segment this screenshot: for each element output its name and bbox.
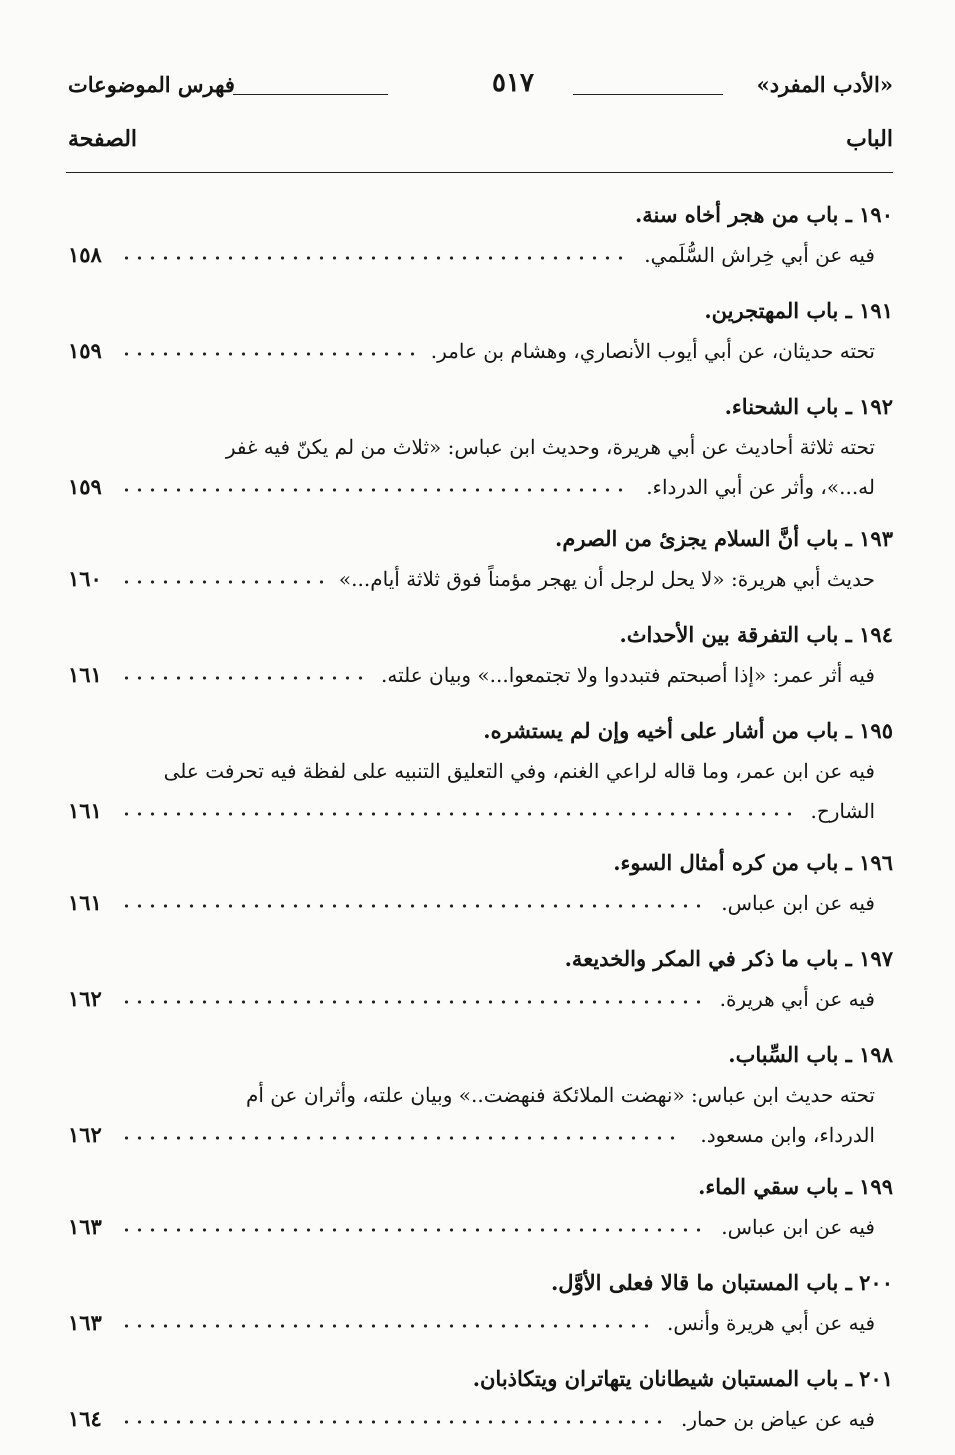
- leader-dots: [120, 487, 630, 493]
- detail-line: [68, 1399, 875, 1439]
- index-entry: [68, 1263, 893, 1347]
- leader-dots: [120, 1419, 665, 1425]
- header-rule: [233, 94, 388, 95]
- leader-dots: [120, 579, 323, 585]
- chapter-title: ١٩٠ ـ باب من هجر أخاه سنة.: [634, 202, 893, 227]
- leader-dots: [120, 811, 794, 817]
- chapter-detail: [68, 1399, 893, 1443]
- detail-text: فيه عن ابن عباس.: [721, 1215, 875, 1239]
- chapter-title: ٢٠٠ ـ باب المستبان ما قالا فعلى الأوَّل.: [551, 1270, 893, 1295]
- index-entry: [68, 1167, 893, 1251]
- page-ref: ١٥٨: [68, 242, 102, 267]
- detail-line: [68, 559, 875, 599]
- detail-text: فيه عن أبي خِراش السُّلَمي.: [644, 243, 875, 267]
- page-ref: ١٦٤: [68, 1406, 102, 1431]
- running-header: [68, 68, 893, 112]
- detail-text: تحته حديث ابن عباس: «نهضت الملائكة فنهضت..» وبيان علته، وأثران عن أم: [246, 1083, 875, 1107]
- chapter-detail: [68, 559, 893, 603]
- chapter-title: ١٩٨ ـ باب السِّباب.: [728, 1042, 893, 1067]
- detail-text: الدرداء، وابن مسعود.: [700, 1123, 875, 1147]
- index-entry: [68, 1359, 893, 1443]
- chapter-detail: [68, 235, 893, 279]
- detail-text: فيه عن أبي هريرة وأنس.: [667, 1311, 875, 1335]
- leader-dots: [120, 1227, 705, 1233]
- detail-line: [68, 751, 875, 791]
- detail-line: [68, 1303, 875, 1343]
- detail-line: [68, 331, 875, 371]
- chapter-title: ٢٠١ ـ باب المستبان شيطانان يتهاتران ويتكاذبان.: [472, 1366, 893, 1391]
- index-entry: [68, 519, 893, 603]
- chapter-detail: [68, 1303, 893, 1347]
- detail-text: فيه عن ابن عمر، وما قاله لراعي الغنم، وفي التعليق التنبيه على لفظة فيه تحرفت على: [163, 759, 875, 783]
- detail-line: [68, 1207, 875, 1247]
- detail-text: تحته ثلاثة أحاديث عن أبي هريرة، وحديث ابن عباس: «ثلاث من لم يكنّ فيه غفر: [225, 435, 875, 459]
- page-number: ٥١٧: [492, 68, 534, 98]
- page-ref: ١٥٩: [68, 474, 102, 499]
- chapter-title: ١٩٢ ـ باب الشحناء.: [724, 394, 893, 419]
- leader-dots: [120, 999, 704, 1005]
- page-ref: ١٦٢: [68, 986, 102, 1011]
- detail-line: [68, 467, 875, 507]
- page-ref: ١٦١: [68, 890, 102, 915]
- chapter-detail: [68, 1207, 893, 1251]
- chapter-title: ١٩٦ ـ باب من كره أمثال السوء.: [613, 850, 893, 875]
- chapter-detail: [68, 1075, 893, 1155]
- leader-dots: [120, 1323, 651, 1329]
- page-ref: ١٦٢: [68, 1122, 102, 1147]
- chapter-title: ١٩٣ ـ باب أنَّ السلام يجزئ من الصرم.: [555, 526, 893, 551]
- detail-text: له...»، وأثر عن أبي الدرداء.: [646, 475, 875, 499]
- index-entry: [68, 291, 893, 375]
- book-title: «الأدب المفرد»: [756, 72, 893, 97]
- detail-line: [68, 427, 875, 467]
- detail-text: حديث أبي هريرة: «لا يحل لرجل أن يهجر مؤمناً فوق ثلاثة أيام...»: [338, 567, 875, 591]
- chapter-title: ١٩٤ ـ باب التفرقة بين الأحداث.: [619, 622, 893, 647]
- page-ref: ١٦١: [68, 798, 102, 823]
- chapter-detail: [68, 427, 893, 507]
- chapter-title: ١٩١ ـ باب المهتجرين.: [704, 298, 893, 323]
- chapter-title: ١٩٧ ـ باب ما ذكر في المكر والخديعة.: [564, 946, 893, 971]
- page-ref: ١٦٣: [68, 1214, 102, 1239]
- chapter-detail: [68, 655, 893, 699]
- detail-text: تحته حديثان، عن أبي أيوب الأنصاري، وهشام بن عامر.: [430, 339, 875, 363]
- chapter-title: ١٩٩ ـ باب سقي الماء.: [698, 1174, 893, 1199]
- detail-line: [68, 1075, 875, 1115]
- index-entry: [68, 387, 893, 507]
- detail-text: فيه عن أبي هريرة.: [719, 987, 875, 1011]
- detail-line: [68, 655, 875, 695]
- page-column-header: الصفحة: [68, 126, 138, 152]
- chapter-detail: [68, 751, 893, 831]
- detail-line: [68, 791, 875, 831]
- leader-dots: [120, 255, 628, 261]
- header-rule: [573, 94, 723, 95]
- leader-dots: [120, 351, 415, 357]
- index-entries: [68, 195, 893, 1455]
- detail-text: الشارح.: [810, 799, 875, 823]
- chapter-detail: [68, 883, 893, 927]
- chapter-detail: [68, 331, 893, 375]
- index-entry: [68, 939, 893, 1023]
- section-title: فهرس الموضوعات: [68, 72, 235, 97]
- index-entry: [68, 711, 893, 831]
- leader-dots: [120, 675, 365, 681]
- detail-text: فيه عن عياض بن حمار.: [681, 1407, 875, 1431]
- detail-text: فيه أثر عمر: «إذا أصبحتم فتبددوا ولا تجتمعوا...» وبيان علته.: [381, 663, 875, 687]
- detail-line: [68, 883, 875, 923]
- index-entry: [68, 843, 893, 927]
- chapter-detail: [68, 979, 893, 1023]
- detail-line: [68, 979, 875, 1019]
- index-entry: [68, 195, 893, 279]
- chapter-title: ١٩٥ ـ باب من أشار على أخيه وإن لم يستشره.: [483, 718, 893, 743]
- chapter-column-header: الباب: [846, 126, 893, 152]
- detail-line: [68, 1115, 875, 1155]
- leader-dots: [120, 903, 705, 909]
- index-entry: [68, 1035, 893, 1155]
- page-ref: ١٦٠: [68, 566, 102, 591]
- column-headers: [68, 126, 893, 158]
- detail-line: [68, 235, 875, 275]
- detail-text: فيه عن ابن عباس.: [721, 891, 875, 915]
- page-ref: ١٦٣: [68, 1310, 102, 1335]
- leader-dots: [120, 1135, 684, 1141]
- index-entry: [68, 615, 893, 699]
- header-divider: [66, 172, 893, 173]
- page-ref: ١٥٩: [68, 338, 102, 363]
- page-ref: ١٦١: [68, 662, 102, 687]
